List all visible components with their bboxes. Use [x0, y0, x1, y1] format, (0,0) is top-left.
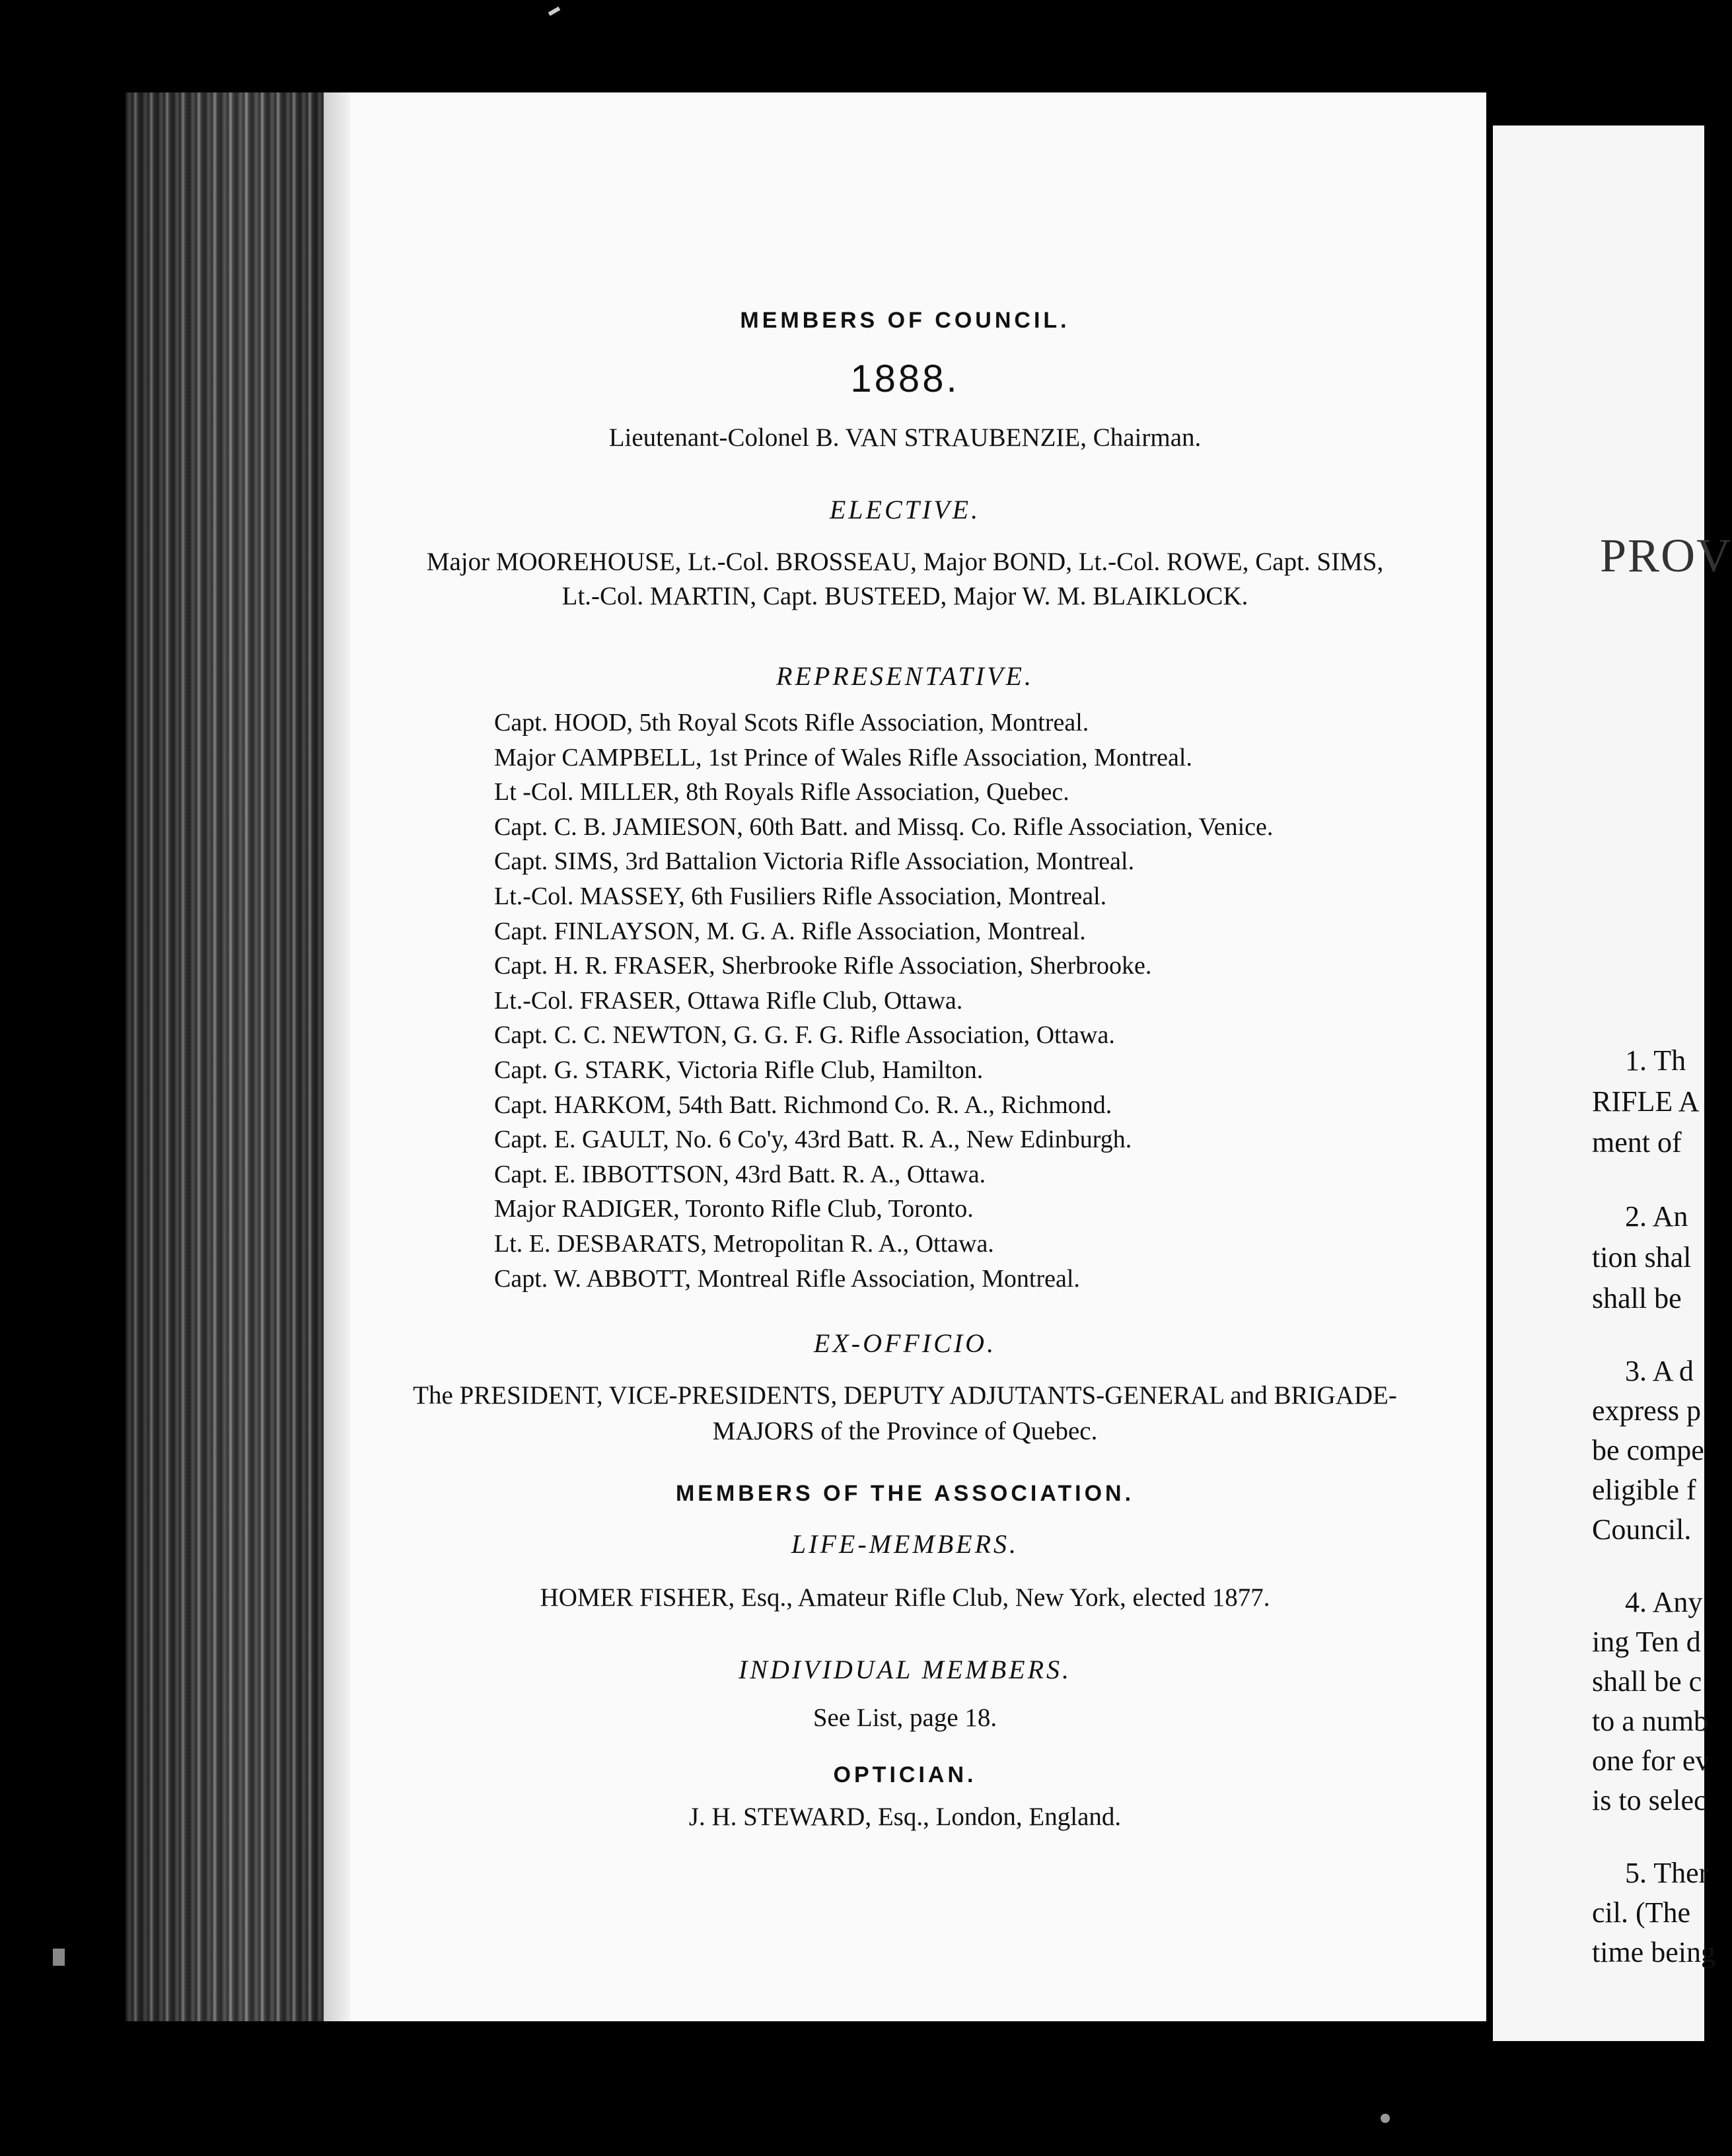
right-page-line: is to selec: [1592, 1784, 1707, 1816]
list-item: Capt. HOOD, 5th Royal Scots Rifle Association, Montreal.: [494, 709, 1089, 737]
elective-title: ELECTIVE.: [829, 495, 981, 524]
right-page-line: to a numb: [1592, 1705, 1708, 1737]
list-item: Capt. E. IBBOTTSON, 43rd Batt. R. A., Ottawa.: [494, 1160, 986, 1188]
right-page-line: 4. Any: [1625, 1586, 1703, 1618]
right-page-line: 5. Ther: [1625, 1857, 1709, 1889]
association-heading: MEMBERS OF THE ASSOCIATION.: [675, 1481, 1135, 1506]
optician-heading: OPTICIAN.: [833, 1762, 977, 1787]
list-item: Capt. FINLAYSON, M. G. A. Rifle Association, Montreal.: [494, 917, 1086, 945]
scan-speck: [1381, 2114, 1390, 2123]
scan-speck: [53, 1949, 65, 1966]
list-item: Major RADIGER, Toronto Rifle Club, Toronto.: [494, 1195, 974, 1223]
scan-speck: [548, 7, 561, 16]
individual-members-title: INDIVIDUAL MEMBERS.: [738, 1655, 1072, 1684]
list-item: Capt. E. GAULT, No. 6 Co'y, 43rd Batt. R. A., New Edinburgh.: [494, 1126, 1132, 1154]
list-item: Capt. C. B. JAMIESON, 60th Batt. and Missq. Co. Rifle Association, Venice.: [494, 812, 1274, 841]
right-page-line: ing Ten d: [1592, 1626, 1701, 1658]
right-page-line: RIFLE A: [1592, 1085, 1700, 1118]
right-page-line: ment of: [1592, 1126, 1682, 1159]
council-heading: MEMBERS OF COUNCIL.: [740, 308, 1070, 333]
ex-officio-line-2: MAJORS of the Province of Quebec.: [712, 1417, 1098, 1445]
list-item: Lt -Col. MILLER, 8th Royals Rifle Association, Quebec.: [494, 778, 1069, 807]
optician-text: J. H. STEWARD, Esq., London, England.: [688, 1803, 1122, 1831]
left-page: [324, 92, 1486, 2021]
elective-line-1: Major MOOREHOUSE, Lt.-Col. BROSSEAU, Major BOND, Lt.-Col. ROWE, Capt. SIMS,: [426, 548, 1384, 576]
ex-officio-title: EX-OFFICIO.: [813, 1328, 997, 1358]
list-item: Lt.-Col. FRASER, Ottawa Rifle Club, Ottawa.: [494, 986, 963, 1015]
right-page-line: 3. A d: [1625, 1355, 1694, 1387]
representative-title: REPRESENTATIVE.: [776, 661, 1034, 691]
right-page-line: 2. An: [1625, 1200, 1688, 1233]
right-page-line: Council.: [1592, 1513, 1692, 1546]
ex-officio-line-1: The PRESIDENT, VICE-PRESIDENTS, DEPUTY ADJUTANTS-GENERAL and BRIGADE-: [413, 1381, 1397, 1410]
right-page-title: PROV: [1600, 529, 1732, 582]
right-page-line: one for ev: [1592, 1744, 1710, 1777]
list-item: Capt. G. STARK, Victoria Rifle Club, Hamilton.: [494, 1056, 984, 1084]
list-item: Major CAMPBELL, 1st Prince of Wales Rifle Association, Montreal.: [494, 743, 1192, 772]
right-page-line: shall be c: [1592, 1665, 1702, 1698]
life-member-entry: HOMER FISHER, Esq., Amateur Rifle Club, New York, elected 1877.: [540, 1583, 1270, 1612]
elective-line-2: Lt.-Col. MARTIN, Capt. BUSTEED, Major W. M. BLAIKLOCK.: [561, 582, 1248, 610]
right-page: [1493, 126, 1732, 2041]
right-page-line: 1. Th: [1625, 1044, 1686, 1077]
chairman-line: Lieutenant-Colonel B. VAN STRAUBENZIE, Chairman.: [608, 423, 1202, 452]
right-page-line: shall be: [1592, 1282, 1682, 1314]
right-page-line: eligible f: [1592, 1474, 1696, 1506]
list-item: Capt. C. C. NEWTON, G. G. F. G. Rifle Association, Ottawa.: [494, 1021, 1115, 1050]
book-page-edges: [126, 92, 324, 2021]
list-item: Capt. W. ABBOTT, Montreal Rifle Association, Montreal.: [494, 1264, 1080, 1293]
right-page-line: tion shal: [1592, 1241, 1692, 1274]
list-item: Lt.-Col. MASSEY, 6th Fusiliers Rifle Association, Montreal.: [494, 882, 1107, 910]
list-item: Capt. SIMS, 3rd Battalion Victoria Rifle Association, Montreal.: [494, 847, 1135, 876]
list-item: Lt. E. DESBARATS, Metropolitan R. A., Ottawa.: [494, 1229, 994, 1258]
list-item: Capt. H. R. FRASER, Sherbrooke Rifle Association, Sherbrooke.: [494, 952, 1152, 980]
life-members-title: LIFE-MEMBERS.: [791, 1529, 1019, 1559]
right-page-line: be compe: [1592, 1434, 1704, 1466]
page-gutter: [1486, 126, 1493, 2021]
right-page-line: express p: [1592, 1394, 1701, 1427]
individual-members-text: See List, page 18.: [812, 1704, 997, 1732]
right-page-line: time being: [1592, 1936, 1715, 1968]
representative-list: [494, 705, 1419, 1296]
year-heading: 1888.: [850, 357, 960, 400]
right-page-line: cil. (The: [1592, 1896, 1691, 1929]
list-item: Capt. HARKOM, 54th Batt. Richmond Co. R. A., Richmond.: [494, 1091, 1112, 1119]
